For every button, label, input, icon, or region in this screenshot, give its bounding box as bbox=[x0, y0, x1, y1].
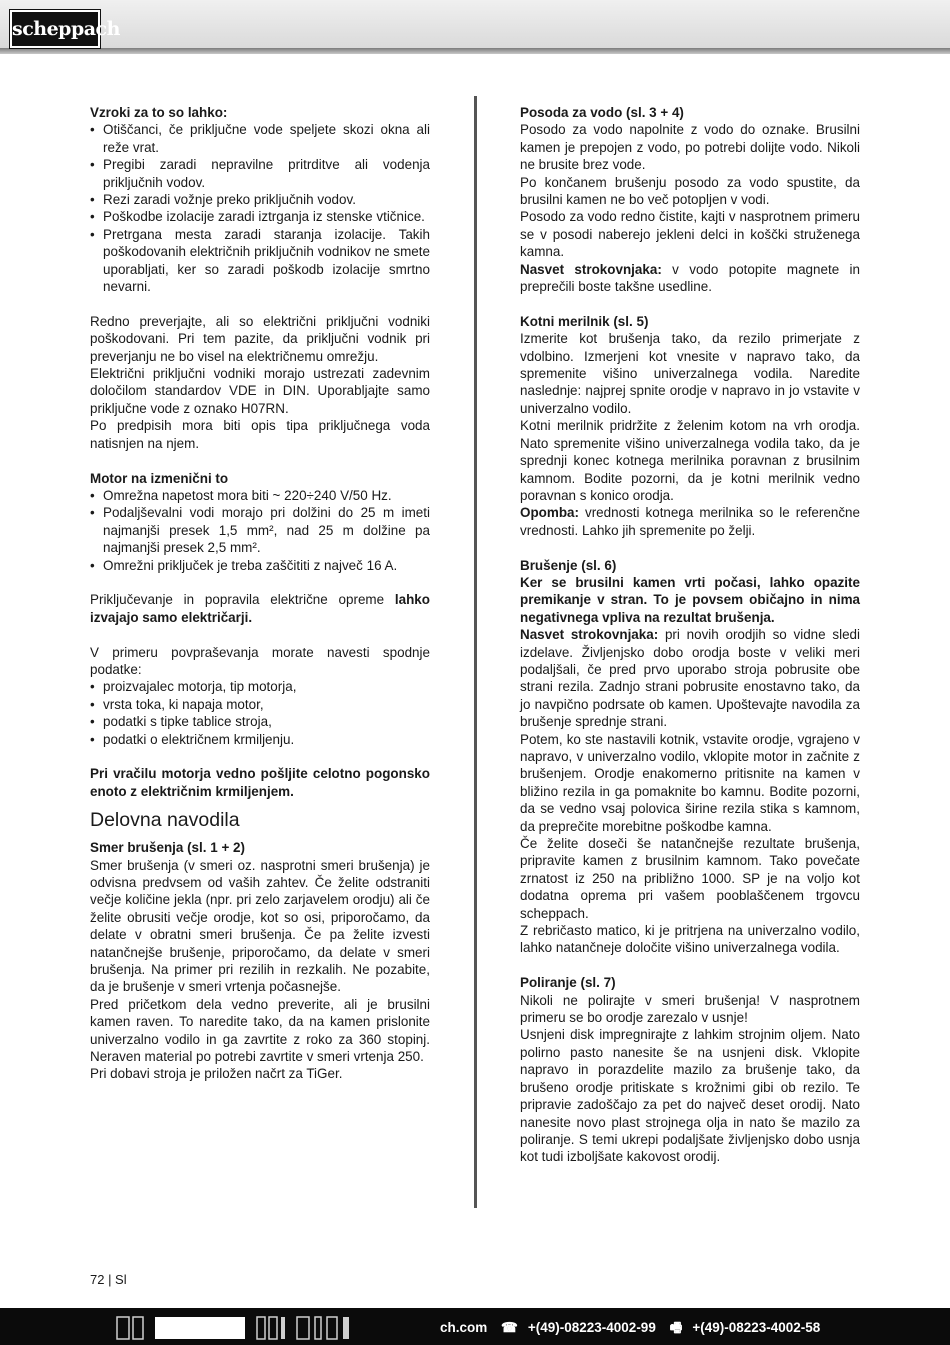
list-item: • Pregibi zaradi nepravilne pritrditve ali vodenja priključnih vodov. bbox=[90, 156, 430, 191]
paragraph: Kotni merilnik pridržite z želenim kotom na vrh orodja. Nato spremenite višino univerzalnega vodila tako, da je sprednji konec kotnega merilnika poravnan z brusilnim kamnom. Bodite pozorni, da je kotni merilnik vedno poravnan s konico orodja. bbox=[520, 418, 860, 503]
grinding-tip bbox=[520, 626, 860, 730]
causes-heading: Vzroki za to so lahko: bbox=[90, 105, 228, 120]
list-item: • Otiščanci, če priključne vode speljete skozi okna ali reže vrat. bbox=[90, 121, 430, 156]
column-divider bbox=[474, 96, 477, 1208]
phone-number: +(49)-08223-4002-99 bbox=[527, 1320, 656, 1335]
list-item: • Rezi zaradi vožnje preko priključnih vodov. bbox=[90, 191, 430, 208]
paragraph: Po predpisih mora biti opis tipa priključnega voda natisnjen na njem. bbox=[90, 418, 430, 451]
list-item: • Omrežna napetost mora biti ~ 220÷240 V/50 Hz. bbox=[90, 487, 430, 504]
paragraph: Po končanem brušenju posodo za vodo spustite, da brusilni kamen ne bo več potopljen v vodi. bbox=[520, 174, 860, 208]
list-item: • podatki s tipke tablice stroja, bbox=[90, 713, 430, 730]
right-column bbox=[520, 104, 860, 1166]
inquiry-list bbox=[90, 678, 430, 748]
list-item: • podatki o električnem krmiljenju. bbox=[90, 731, 430, 748]
list-item: • Poškodbe izolacije zaradi iztrganja iz stenske vtičnice. bbox=[90, 208, 430, 225]
paragraph: Pred pričetkom dela vedno preverite, ali je brusilni kamen raven. To naredite tako, da na kamen prislonite univerzalno vodilo in ga zavrtite z roko za 360 stopinj. Neraven material po potrebi zavrtite v smeri vrtenja 250. bbox=[90, 996, 430, 1065]
header-rule bbox=[0, 48, 950, 54]
website-text: ch.com bbox=[440, 1320, 488, 1335]
paragraph: Redno preverjajte, ali so električni priključni vodniki poškodovani. Pri tem pazite, da priključni vodnik pri preverjanju ne bo visel na električnemu omrežju. bbox=[90, 313, 430, 364]
paragraph: Pri dobavi stroja je priložen načrt za TiGer. bbox=[90, 1066, 343, 1082]
page-number: 72 | Sl bbox=[90, 1272, 127, 1287]
polish-heading: Poliranje (sl. 7) bbox=[520, 975, 616, 991]
grinding-bold-note: Ker se brusilni kamen vrti počasi, lahko opazite premikanje v stran. To je povsem običajno in nima negativnega vpliva na rezultat brušenja. bbox=[520, 574, 860, 625]
repair-text: Priključevanje in popravila električne opreme bbox=[90, 592, 395, 608]
paragraph: Z rebričasto matico, ki je pritrjena na univerzalno vodilo, lahko natančneje določite višino univerzalnega vodila. bbox=[520, 923, 860, 956]
note-label: Opomba: bbox=[520, 505, 579, 521]
list-item: • Pretrgana mesta zaradi staranja izolacije. Takih poškodovanih električnih priključnih vodnikov ne smete uporabljati, ker so zaradi poškodb izolacije smrtno nevarni. bbox=[90, 226, 430, 296]
repair-bold: lahko izvajajo samo električarji. bbox=[90, 592, 430, 625]
list-item: • vrsta toka, ki napaja motor, bbox=[90, 696, 430, 713]
water-tip bbox=[520, 261, 860, 296]
water-heading: Posoda za vodo (sl. 3 + 4) bbox=[520, 105, 684, 120]
paragraph: Usnjeni disk impregnirajte z lahkim strojnim oljem. Nato polirno pasto nanesite še na usnjeni disk. Vklopite napravo in porazdelite mazilo za brušenje tako, da brušeno orodje pritiskate s krožnimi gibi ob rezilo. Te pripravie zadoščajo za pet do največ deset orodij. Nato nanesite novo plast strojnega olja in nato še mazilo za poliranje. S temi ukrepi podaljšate življenjsko dobo usnja kot tudi izboljšate kakovost orodij. bbox=[520, 1027, 860, 1165]
paragraph: Izmerite kot brušenja tako, da rezilo primerjate z vdolbino. Izmerjeni kot vnesite v napravo tako, da spremenite višino univerzalnega vodila. Naredite naslednje: najprej spnite orodje v napravo in jo vstavite v univerzalno vodilo. bbox=[520, 331, 860, 416]
motor-list bbox=[90, 487, 430, 574]
paragraph: Nikoli ne polirajte v smeri brušenja! V nasprotnem primeru se bo orodje zarezalo v usnje! bbox=[520, 992, 860, 1026]
grinding-heading: Brušenje (sl. 6) bbox=[520, 557, 617, 573]
inquiry-intro: V primeru povpraševanja morate navesti spodnje podatke: bbox=[90, 644, 430, 677]
list-item: • Omrežni priključek je treba zaščititi z največ 16 A. bbox=[90, 557, 430, 574]
paragraph: Potem, ko ste nastavili kotnik, vstavite orodje, vgrajeno v napravo, v univerzalno vodilo, vklopite motor in začnite z brušenjem. Orodje enakomerno pritisnite na kamen v bližino rezila in ga pomaknite bo kamnu. Bodite pozorni, da se vedno vsaj polovica širine rezila stika s kamnom, da preprečite morebitne poškodbe kamna. bbox=[520, 731, 860, 834]
left-column bbox=[90, 104, 430, 1083]
list-item: • proizvajalec motorja, tip motorja, bbox=[90, 678, 430, 695]
page-header bbox=[0, 0, 950, 50]
paragraph: Posodo za vodo redno čistite, kajti v nasprotnem primeru se v posodi naberejo jekleni delci in koščki struženega kamna. bbox=[520, 209, 860, 260]
repair-paragraph bbox=[90, 591, 430, 626]
fax-icon: 🖷 bbox=[669, 1320, 683, 1335]
motor-heading: Motor na izmenični to bbox=[90, 470, 229, 486]
phone-icon: ☎ bbox=[501, 1320, 518, 1335]
tip-text: pri novih orodjih so vidne sledi izdelave. Življenjsko dobo orodja boste v veliki meri podaljšali, če pred prvo uporabo stroja pobrusite obe strani rezila. Zadnjo strani pobrusite enostavno tako, da jo navpično podrsate ob kamen. Upoštevajte navodila za brušenje sprednje strani. bbox=[520, 627, 861, 730]
tip-text: v vodo potopite magnete in preprečili boste takšne usedline. bbox=[520, 261, 860, 295]
paragraph: Posodo za vodo napolnite z vodo do oznake. Brusilni kamen je prepojen z vodo, po potrebi dolijte vodo. Nikoli ne brusite brez vode. bbox=[520, 122, 860, 173]
angle-note bbox=[520, 504, 860, 539]
return-note: Pri vračilu motorja vedno pošljite celotno pogonsko enoto z električnim krmiljenjem. bbox=[90, 766, 430, 799]
angle-heading: Kotni merilnik (sl. 5) bbox=[520, 313, 649, 329]
paragraph: Električni priključni vodniki morajo ustrezati zadevnim določilom standardov VDE in DIN. Uporabljajte samo priključne vode z oznako H07RN. bbox=[90, 366, 430, 416]
tip-label: Nasvet strokovnjaka: bbox=[520, 627, 659, 643]
paragraph: Smer brušenja (v smeri oz. nasprotni smeri brušenja) je odvisna predvsem od vaših zahtev. Če želite odstraniti večje količine jekla (npr. pri zelo zarjavelem orodju) ali če želite obrusiti večje orodje, kot so osi, priporočamo, da delate v obratni smeri brušenja. Če pa želite izvesti natančnejše brušenje, priporočamo, da delate v smeri brušenja. Na primer pri rezilih in rezkalih. Ne pozabite, da je brušenje v smeri vrtenja počasnejše. bbox=[90, 857, 430, 995]
scheppach-logo: scheppach bbox=[10, 10, 100, 48]
note-text: vrednosti kotnega merilnika so le referenčne vrednosti. Lahko jih spremenite po želji. bbox=[520, 505, 860, 538]
fax-number: +(49)-08223-4002-58 bbox=[692, 1320, 821, 1335]
list-item: • Podaljševalni vodi morajo pri dolžini do 25 m imeti najmanjši presek 1,5 mm², nad 25 m dolžine pa najmanjši presek 2,5 mm². bbox=[90, 504, 430, 556]
paragraph: Če želite doseči še natančnejše rezultate brušenja, pripravite kamen z brusilnim kamnom. Tako povečate zrnatost iz 250 na približno 1000. SP je na voljo kot dodatna oprema pri vašem pooblaščenem trgovcu scheppach. bbox=[520, 836, 860, 921]
footer-contact bbox=[440, 1318, 830, 1341]
footer-decoration bbox=[115, 1313, 365, 1343]
causes-list bbox=[90, 121, 430, 295]
section-title: Delovna navodila bbox=[90, 809, 240, 832]
direction-heading: Smer brušenja (sl. 1 + 2) bbox=[90, 840, 245, 856]
tip-label: Nasvet strokovnjaka: bbox=[520, 261, 662, 277]
